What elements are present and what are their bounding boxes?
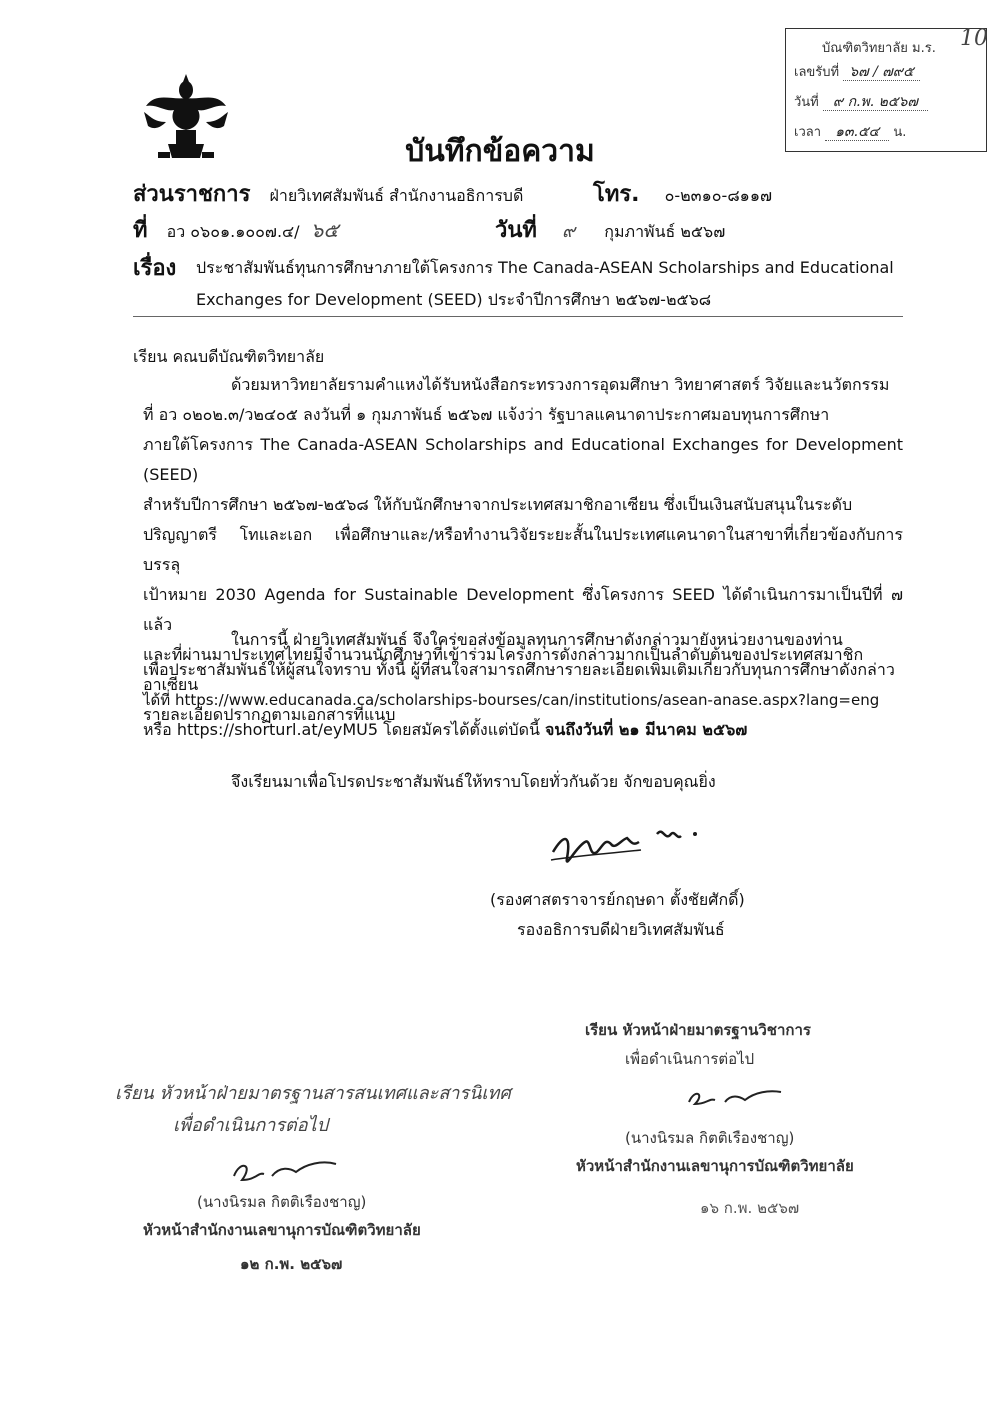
p2-line: ในการนี้ ฝ่ายวิเทศสัมพันธ์ จึงใคร่ขอส่งข้อมูลทุนการศึกษาดังกล่าวมายังหน่วยงานของท่าน xyxy=(231,630,843,649)
left-note-position: หัวหน้าสำนักงานเลขานุการบัณฑิตวิทยาลัย xyxy=(143,1221,421,1239)
signatory-position: รองอธิการบดีฝ่ายวิเทศสัมพันธ์ xyxy=(517,920,725,939)
p2-deadline: จนถึงวันที่ ๒๑ มีนาคม ๒๕๖๗ xyxy=(545,720,748,739)
p1-line: ที่ อว ๐๒๐๒.๓/ว๒๔๐๕ ลงวันที่ ๑ กุมภาพันธ์ ๒๕๖๗ แจ้งว่า รัฐบาลแคนาดาประกาศมอบทุนการศึกษา xyxy=(143,405,830,424)
p1-line: และที่ผ่านมาประเทศไทยมีจำนวนนักศึกษาที่เข้าร่วมโครงการดังกล่าวมากเป็นลำดับต้นของประเทศสมาชิกอาเซียน xyxy=(143,645,864,694)
p1-line: สำหรับปีการศึกษา ๒๕๖๗-๒๕๖๘ ให้กับนักศึกษาจากประเทศสมาชิกอาเซียน ซึ่งเป็นเงินสนับสนุนในระดับ xyxy=(143,495,853,514)
p2-line-url: ได้ที่ https://www.educanada.ca/scholarships-bourses/can/institutions/asean-anase.aspx?lang=eng xyxy=(143,691,880,709)
stamp-receive-value: ๖๗ / ๗๙๕ xyxy=(843,64,919,81)
right-note-signature xyxy=(685,1082,785,1112)
subject-label: เรื่อง xyxy=(133,256,177,281)
header-divider xyxy=(133,316,903,317)
date-day: ๙ xyxy=(562,221,576,242)
stamp-receive-label: เลขรับที่ xyxy=(794,65,840,80)
right-note-line2: เพื่อดำเนินการต่อไป xyxy=(625,1050,755,1068)
right-note-date: ๑๖ ก.พ. ๒๕๖๗ xyxy=(700,1199,800,1217)
date-label: วันที่ xyxy=(495,218,537,243)
left-note-date: ๑๒ ก.พ. ๒๕๖๗ xyxy=(240,1255,343,1273)
p1-line: ด้วยมหาวิทยาลัยรามคำแหงได้รับหนังสือกระทรวงการอุดมศึกษา วิทยาศาสตร์ วิจัยและนวัตกรรม xyxy=(231,375,890,394)
agency-value: ฝ่ายวิเทศสัมพันธ์ สำนักงานอธิการบดี xyxy=(269,186,524,205)
salutation: เรียน คณบดีบัณฑิตวิทยาลัย xyxy=(133,347,325,366)
left-note-signature xyxy=(230,1150,340,1190)
ref-handwritten-number: ๖๕ xyxy=(310,218,339,242)
right-note-name: (นางนิรมล กิตติเรืองชาญ) xyxy=(625,1129,795,1147)
right-note-position: หัวหน้าสำนักงานเลขานุการบัณฑิตวิทยาลัย xyxy=(576,1157,854,1175)
date-value: กุมภาพันธ์ ๒๕๖๗ xyxy=(604,222,726,241)
p2-last-line: หรือ https://shorturl.at/eyMU5 โดยสมัครได้ตั้งแต่บัดนี้ xyxy=(143,720,545,739)
stamp-date-value: ๙ ก.พ. ๒๕๖๗ xyxy=(823,94,928,111)
stamp-time-value: ๑๓.๕๔ xyxy=(825,124,889,141)
subject-line-1: ประชาสัมพันธ์ทุนการศึกษาภายใต้โครงการ The Canada-ASEAN Scholarships and Educational xyxy=(196,258,894,277)
left-note-line2: เพื่อดำเนินการต่อไป xyxy=(173,1115,329,1136)
p1-line: เป้าหมาย 2030 Agenda for Sustainable Development ซึ่งโครงการ SEED ได้ดำเนินการมาเป็นปีที่ ๗ แล้ว xyxy=(143,585,903,634)
signature-image xyxy=(545,812,715,882)
phone-label: โทร. xyxy=(593,182,640,207)
left-note-line1: เรียน หัวหน้าฝ่ายมาตรฐานสารสนเทศและสารนิเทศ xyxy=(115,1083,511,1104)
ref-value: อว ๐๖๐๑.๑๐๐๗.๔/ xyxy=(166,222,300,241)
right-note-line1: เรียน หัวหน้าฝ่ายมาตรฐานวิชาการ xyxy=(585,1021,811,1039)
agency-label: ส่วนราชการ xyxy=(133,182,251,207)
memo-title: บันทึกข้อความ xyxy=(405,134,595,169)
subject-line-2: Exchanges for Development (SEED) ประจำปีการศึกษา ๒๕๖๗-๒๕๖๘ xyxy=(196,290,712,309)
paragraph-3: จึงเรียนมาเพื่อโปรดประชาสัมพันธ์ให้ทราบโดยทั่วกันด้วย จักขอบคุณยิ่ง xyxy=(231,772,716,791)
p1-line: ภายใต้โครงการ The Canada-ASEAN Scholarships and Educational Exchanges for Development (SEED) xyxy=(143,435,903,484)
p1-line: รายละเอียดปรากฏตามเอกสารที่แนบ xyxy=(143,705,396,724)
signatory-name: (รองศาสตราจารย์กฤษดา ตั้งชัยศักดิ์) xyxy=(490,890,745,909)
stamp-date-label: วันที่ xyxy=(794,95,819,110)
stamp-corner-mark: 10 xyxy=(960,26,988,51)
phone-value: ๐-๒๓๑๐-๘๑๑๗ xyxy=(664,186,772,205)
p2-line: เพื่อประชาสัมพันธ์ให้ผู้สนใจทราบ ทั้งนี้ ผู้ที่สนใจสามารถศึกษารายละเอียดเพิ่มเติมเกี่ยวกับทุนการศึกษาดังกล่าว xyxy=(143,660,895,679)
stamp-org: บัณฑิตวิทยาลัย ม.ร. xyxy=(822,41,936,56)
p1-line: ปริญญาตรี โทและเอก เพื่อศึกษาและ/หรือทำงานวิจัยระยะสั้นในประเทศแคนาดาในสาขาที่เกี่ยวข้องกับการบรรลุ xyxy=(143,525,903,574)
ref-label: ที่ xyxy=(133,218,148,243)
paragraph-2 xyxy=(143,625,903,745)
stamp-time-unit: น. xyxy=(893,125,907,140)
left-note-name: (นางนิรมล กิตติเรืองชาญ) xyxy=(197,1193,367,1211)
stamp-time-label: เวลา xyxy=(794,125,822,140)
